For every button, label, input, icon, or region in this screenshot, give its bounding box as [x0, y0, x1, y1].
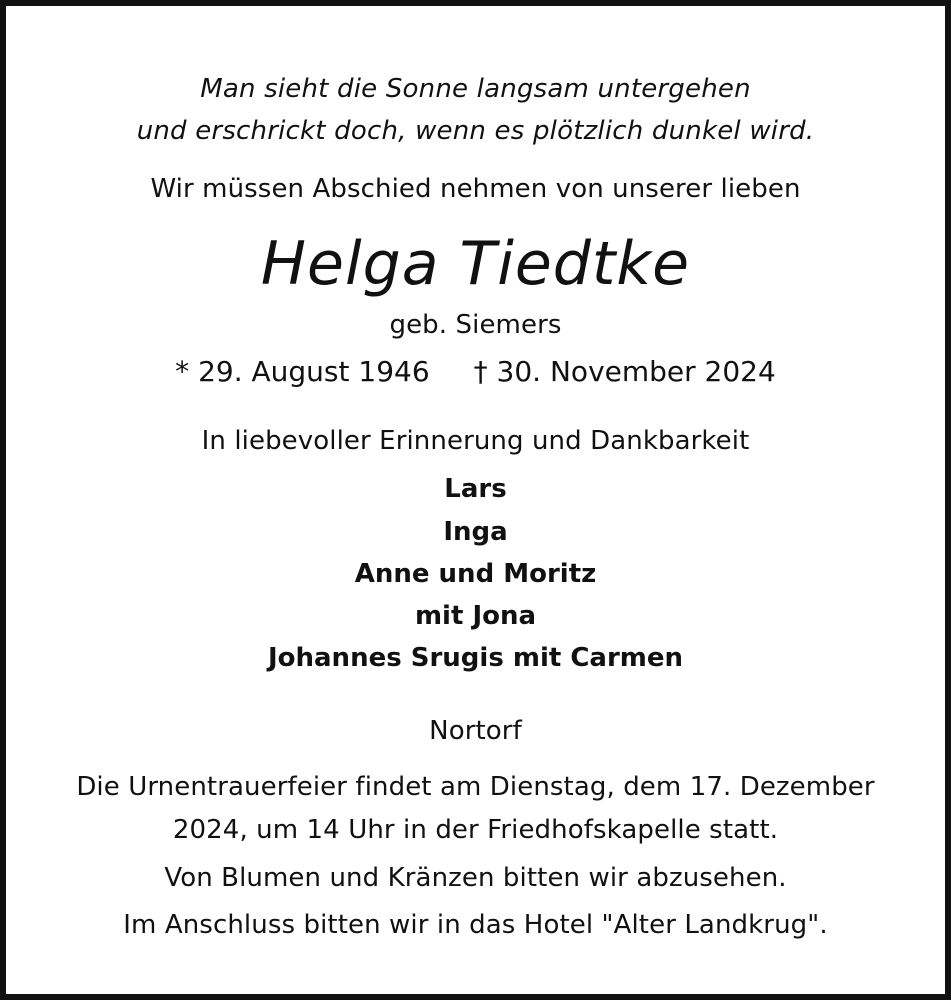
mourner-name: Anne und Moritz — [354, 559, 597, 589]
ceremony-line-2: 2024, um 14 Uhr in der Friedhofskapelle statt. — [172, 815, 779, 845]
reception-note: Im Anschluss bitten wir in das Hotel "Alter Landkrug". — [123, 910, 828, 940]
life-dates — [6, 355, 945, 388]
verse-line-2: und erschrickt doch, wenn es plötzlich dunkel wird. — [136, 116, 815, 146]
place-name: Nortorf — [429, 716, 522, 746]
flowers-note: Von Blumen und Kränzen bitten wir abzusehen. — [164, 863, 787, 893]
remembrance-text: In liebevoller Erinnerung und Dankbarkeit — [201, 426, 750, 456]
ceremony-line-1: Die Urnentrauerfeier findet am Dienstag, dem 17. Dezember — [76, 772, 875, 802]
intro-text: Wir müssen Abschied nehmen von unserer lieben — [150, 174, 801, 204]
mourner-name: Lars — [444, 474, 507, 504]
mourner-name: mit Jona — [414, 601, 537, 631]
verse-line-1: Man sieht die Sonne langsam untergehen — [200, 74, 751, 104]
deceased-name: Helga Tiedtke — [260, 229, 691, 299]
birth-name: geb. Siemers — [389, 310, 562, 340]
birth-date: * 29. August 1946 — [175, 355, 430, 388]
mourner-name: Inga — [443, 517, 508, 547]
mourner-name: Johannes Srugis mit Carmen — [267, 643, 684, 673]
death-date: † 30. November 2024 — [473, 355, 776, 388]
